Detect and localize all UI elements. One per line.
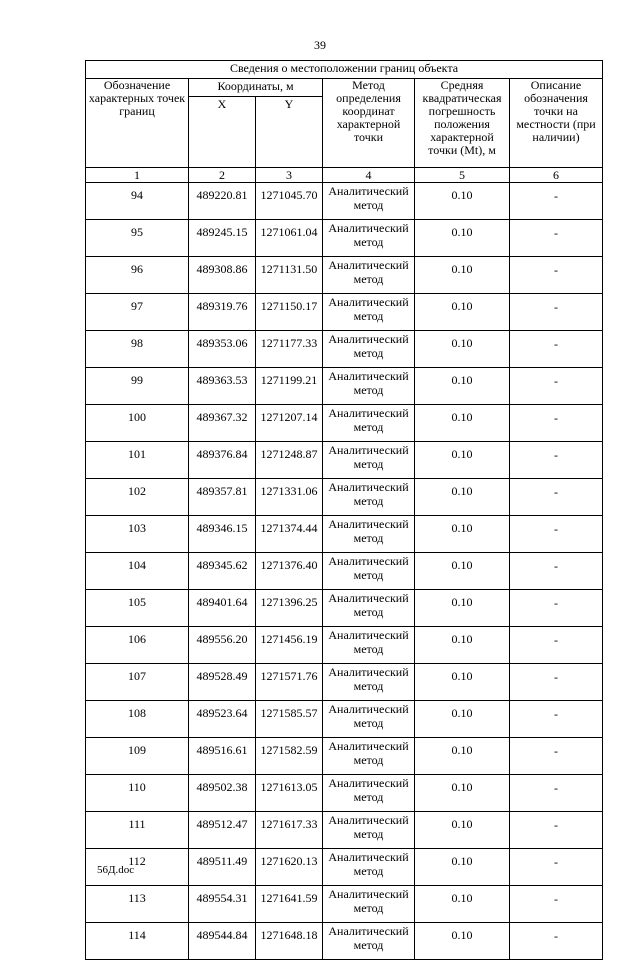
method-cell: Аналитический метод xyxy=(323,294,415,331)
x-coordinate-cell: 489556.20 xyxy=(189,627,256,664)
error-cell: 0.10 xyxy=(415,479,510,516)
column-number: 2 xyxy=(189,168,256,183)
y-coordinate-cell: 1271582.59 xyxy=(256,738,323,775)
column-number: 3 xyxy=(256,168,323,183)
header-error-text: Средняя квадратическая погрешность положения характерной точки (Mt), м xyxy=(422,78,502,157)
method-cell: Аналитический метод xyxy=(323,738,415,775)
method-cell: Аналитический метод xyxy=(323,368,415,405)
x-coordinate-cell: 489554.31 xyxy=(189,886,256,923)
error-cell: 0.10 xyxy=(415,553,510,590)
point-cell: 111 xyxy=(86,812,189,849)
description-cell: - xyxy=(510,368,603,405)
method-cell: Аналитический метод xyxy=(323,331,415,368)
description-cell: - xyxy=(510,220,603,257)
table-row xyxy=(86,923,603,960)
y-coordinate-cell: 1271248.87 xyxy=(256,442,323,479)
x-coordinate-cell: 489346.15 xyxy=(189,516,256,553)
x-coordinate-cell: 489528.49 xyxy=(189,664,256,701)
method-cell: Аналитический метод xyxy=(323,923,415,960)
y-coordinate-cell: 1271045.70 xyxy=(256,183,323,220)
method-cell: Аналитический метод xyxy=(323,886,415,923)
description-cell: - xyxy=(510,405,603,442)
point-cell: 97 xyxy=(86,294,189,331)
y-coordinate-cell: 1271207.14 xyxy=(256,405,323,442)
method-cell: Аналитический метод xyxy=(323,405,415,442)
y-coordinate-cell: 1271396.25 xyxy=(256,590,323,627)
table-row xyxy=(86,405,603,442)
header-point xyxy=(86,79,189,168)
point-cell: 96 xyxy=(86,257,189,294)
description-cell: - xyxy=(510,442,603,479)
point-cell: 98 xyxy=(86,331,189,368)
column-number: 6 xyxy=(510,168,603,183)
description-cell: - xyxy=(510,812,603,849)
error-cell: 0.10 xyxy=(415,738,510,775)
method-cell: Аналитический метод xyxy=(323,849,415,886)
description-cell: - xyxy=(510,553,603,590)
x-coordinate-cell: 489245.15 xyxy=(189,220,256,257)
error-cell: 0.10 xyxy=(415,368,510,405)
table-row xyxy=(86,775,603,812)
point-cell: 105 xyxy=(86,590,189,627)
header-x: X xyxy=(189,97,256,168)
error-cell: 0.10 xyxy=(415,257,510,294)
description-cell: - xyxy=(510,479,603,516)
x-coordinate-cell: 489401.64 xyxy=(189,590,256,627)
y-coordinate-cell: 1271617.33 xyxy=(256,812,323,849)
method-cell: Аналитический метод xyxy=(323,553,415,590)
y-coordinate-cell: 1271613.05 xyxy=(256,775,323,812)
error-cell: 0.10 xyxy=(415,516,510,553)
table-row xyxy=(86,664,603,701)
description-cell: - xyxy=(510,738,603,775)
description-cell: - xyxy=(510,886,603,923)
x-coordinate-cell: 489523.64 xyxy=(189,701,256,738)
y-coordinate-cell: 1271331.06 xyxy=(256,479,323,516)
x-coordinate-cell: 489516.61 xyxy=(189,738,256,775)
method-cell: Аналитический метод xyxy=(323,590,415,627)
header-y: Y xyxy=(256,97,323,168)
error-cell: 0.10 xyxy=(415,183,510,220)
table-row xyxy=(86,294,603,331)
y-coordinate-cell: 1271131.50 xyxy=(256,257,323,294)
table-row xyxy=(86,183,603,220)
point-cell: 94 xyxy=(86,183,189,220)
point-cell: 101 xyxy=(86,442,189,479)
point-cell: 95 xyxy=(86,220,189,257)
boundary-coordinates-table xyxy=(85,60,603,960)
method-cell: Аналитический метод xyxy=(323,220,415,257)
column-number: 5 xyxy=(415,168,510,183)
table-body xyxy=(86,183,603,960)
table-row xyxy=(86,701,603,738)
point-cell: 100 xyxy=(86,405,189,442)
error-cell: 0.10 xyxy=(415,701,510,738)
column-number: 4 xyxy=(323,168,415,183)
error-cell: 0.10 xyxy=(415,294,510,331)
header-method xyxy=(323,79,415,168)
column-number: 1 xyxy=(86,168,189,183)
description-cell: - xyxy=(510,331,603,368)
method-cell: Аналитический метод xyxy=(323,812,415,849)
header-point-text: Обозначение характерных точек границ xyxy=(88,78,186,118)
x-coordinate-cell: 489353.06 xyxy=(189,331,256,368)
method-cell: Аналитический метод xyxy=(323,257,415,294)
y-coordinate-cell: 1271641.59 xyxy=(256,886,323,923)
method-cell: Аналитический метод xyxy=(323,479,415,516)
description-cell: - xyxy=(510,294,603,331)
error-cell: 0.10 xyxy=(415,664,510,701)
description-cell: - xyxy=(510,923,603,960)
description-cell: - xyxy=(510,627,603,664)
description-cell: - xyxy=(510,701,603,738)
method-cell: Аналитический метод xyxy=(323,627,415,664)
table-row xyxy=(86,479,603,516)
description-cell: - xyxy=(510,257,603,294)
error-cell: 0.10 xyxy=(415,812,510,849)
y-coordinate-cell: 1271571.76 xyxy=(256,664,323,701)
table-row xyxy=(86,368,603,405)
method-cell: Аналитический метод xyxy=(323,664,415,701)
point-cell: 103 xyxy=(86,516,189,553)
table-row xyxy=(86,627,603,664)
point-cell: 110 xyxy=(86,775,189,812)
point-cell: 109 xyxy=(86,738,189,775)
point-cell: 104 xyxy=(86,553,189,590)
description-cell: - xyxy=(510,516,603,553)
y-coordinate-cell: 1271585.57 xyxy=(256,701,323,738)
method-cell: Аналитический метод xyxy=(323,516,415,553)
point-cell: 108 xyxy=(86,701,189,738)
point-cell: 114 xyxy=(86,923,189,960)
table-row xyxy=(86,516,603,553)
table-row xyxy=(86,257,603,294)
x-coordinate-cell: 489512.47 xyxy=(189,812,256,849)
y-coordinate-cell: 1271150.17 xyxy=(256,294,323,331)
header-method-text: Метод определения координат характерной точки xyxy=(336,78,401,144)
table-row xyxy=(86,738,603,775)
y-coordinate-cell: 1271177.33 xyxy=(256,331,323,368)
error-cell: 0.10 xyxy=(415,590,510,627)
y-coordinate-cell: 1271374.44 xyxy=(256,516,323,553)
point-cell: 107 xyxy=(86,664,189,701)
error-cell: 0.10 xyxy=(415,775,510,812)
column-number-row xyxy=(86,168,603,183)
table-row xyxy=(86,812,603,849)
page-number: 39 xyxy=(314,38,326,52)
description-cell: - xyxy=(510,664,603,701)
table-row xyxy=(86,442,603,479)
method-cell: Аналитический метод xyxy=(323,775,415,812)
header-description-text: Описание обозначения точки на местности (при наличии) xyxy=(516,78,596,144)
x-coordinate-cell: 489220.81 xyxy=(189,183,256,220)
error-cell: 0.10 xyxy=(415,627,510,664)
x-coordinate-cell: 489544.84 xyxy=(189,923,256,960)
header-coordinates: Координаты, м xyxy=(189,79,323,97)
x-coordinate-cell: 489511.49 xyxy=(189,849,256,886)
y-coordinate-cell: 1271620.13 xyxy=(256,849,323,886)
point-cell: 112 xyxy=(86,849,189,886)
y-coordinate-cell: 1271376.40 xyxy=(256,553,323,590)
header-description xyxy=(510,79,603,168)
y-coordinate-cell: 1271456.19 xyxy=(256,627,323,664)
table-row xyxy=(86,553,603,590)
error-cell: 0.10 xyxy=(415,331,510,368)
x-coordinate-cell: 489319.76 xyxy=(189,294,256,331)
y-coordinate-cell: 1271199.21 xyxy=(256,368,323,405)
x-coordinate-cell: 489345.62 xyxy=(189,553,256,590)
header-error xyxy=(415,79,510,168)
error-cell: 0.10 xyxy=(415,220,510,257)
point-cell: 113 xyxy=(86,886,189,923)
error-cell: 0.10 xyxy=(415,849,510,886)
table-row xyxy=(86,331,603,368)
description-cell: - xyxy=(510,183,603,220)
table-row xyxy=(86,220,603,257)
method-cell: Аналитический метод xyxy=(323,701,415,738)
error-cell: 0.10 xyxy=(415,923,510,960)
table-caption: Сведения о местоположении границ объекта xyxy=(86,61,603,79)
x-coordinate-cell: 489502.38 xyxy=(189,775,256,812)
method-cell: Аналитический метод xyxy=(323,183,415,220)
table-row xyxy=(86,849,603,886)
error-cell: 0.10 xyxy=(415,405,510,442)
x-coordinate-cell: 489308.86 xyxy=(189,257,256,294)
point-cell: 102 xyxy=(86,479,189,516)
point-cell: 106 xyxy=(86,627,189,664)
error-cell: 0.10 xyxy=(415,442,510,479)
table-row xyxy=(86,590,603,627)
error-cell: 0.10 xyxy=(415,886,510,923)
footer-filename: 56Д.doc xyxy=(97,864,135,876)
point-cell: 99 xyxy=(86,368,189,405)
x-coordinate-cell: 489357.81 xyxy=(189,479,256,516)
y-coordinate-cell: 1271061.04 xyxy=(256,220,323,257)
description-cell: - xyxy=(510,849,603,886)
x-coordinate-cell: 489367.32 xyxy=(189,405,256,442)
x-coordinate-cell: 489376.84 xyxy=(189,442,256,479)
x-coordinate-cell: 489363.53 xyxy=(189,368,256,405)
description-cell: - xyxy=(510,775,603,812)
table-row xyxy=(86,886,603,923)
description-cell: - xyxy=(510,590,603,627)
y-coordinate-cell: 1271648.18 xyxy=(256,923,323,960)
method-cell: Аналитический метод xyxy=(323,442,415,479)
